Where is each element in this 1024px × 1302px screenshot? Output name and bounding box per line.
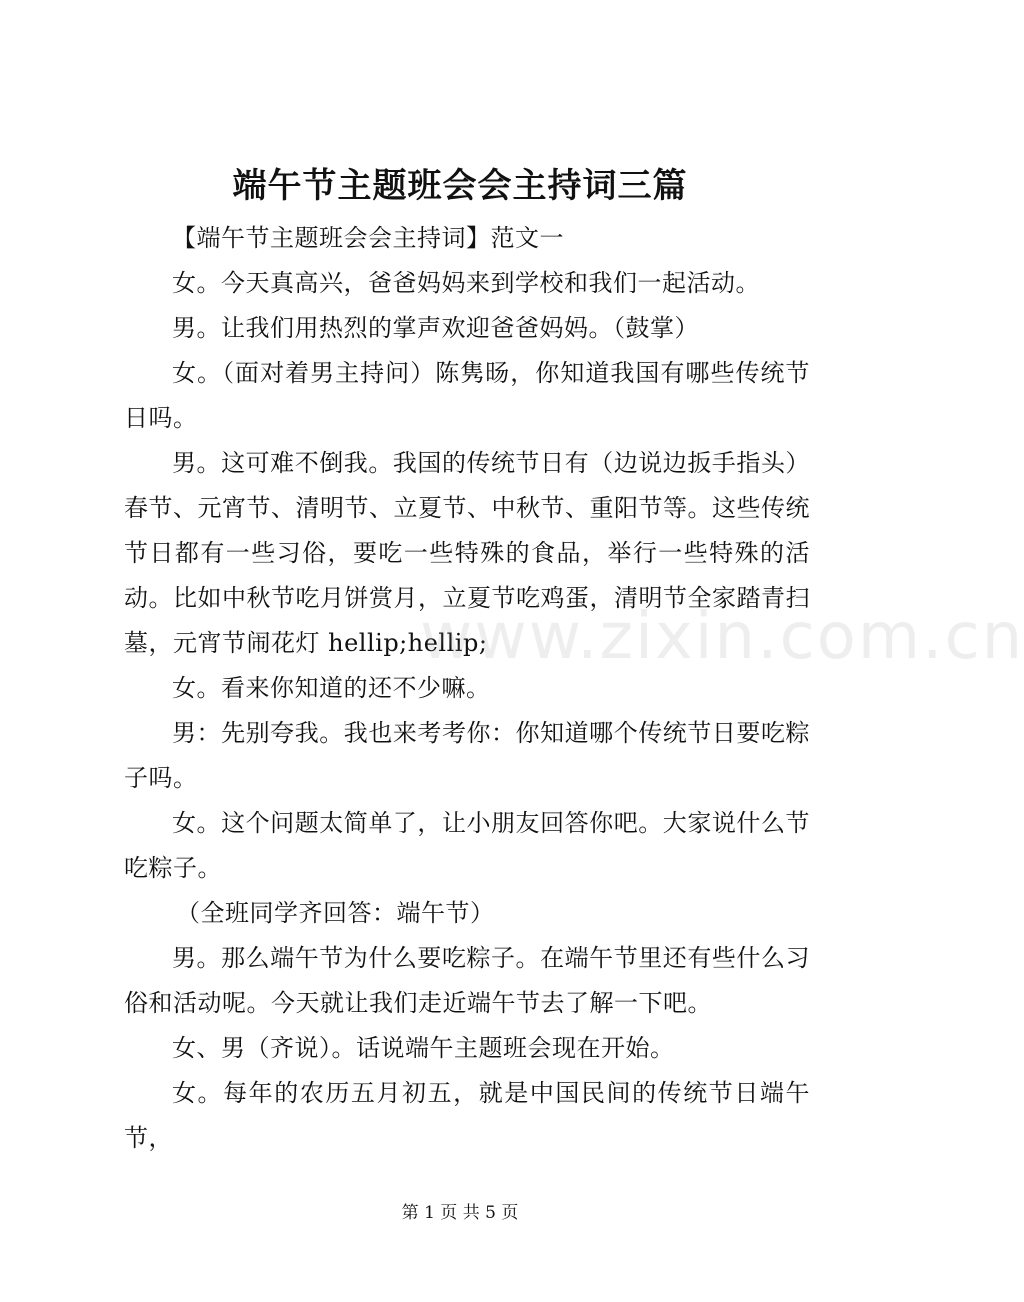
paragraph: 男。让我们用热烈的掌声欢迎爸爸妈妈。（鼓掌）	[172, 314, 699, 342]
paragraph: 女、男（齐说）。话说端午主题班会现在开始。	[172, 1034, 675, 1062]
paragraph: 男。这可难不倒我。我国的传统节日有（边说边扳手指头）春节、元宵节、清明节、立夏节、中秋节、重阳节等。这些传统节日都有一些习俗，要吃一些特殊的食品，举行一些特殊的活动。比如中秋节吃月饼赏月，立夏节吃鸡蛋，清明节全家踏青扫墓，元宵节闹花灯 hellip;hellip;	[124, 449, 810, 657]
paragraph: 男：先别夸我。我也来考考你：你知道哪个传统节日要吃粽子吗。	[124, 719, 810, 792]
watermark: www.zixin.com.cn	[420, 600, 1024, 674]
paragraph: 女。这个问题太简单了，让小朋友回答你吧。大家说什么节吃粽子。	[124, 809, 810, 882]
paragraph: 女。（面对着男主持问）陈隽旸，你知道我国有哪些传统节日吗。	[124, 359, 810, 432]
document-title: 端午节主题班会会主持词三篇	[232, 166, 688, 206]
paragraph: 男。那么端午节为什么要吃粽子。在端午节里还有些什么习俗和活动呢。今天就让我们走近端午节去了解一下吧。	[124, 944, 810, 1017]
paragraph: 女。每年的农历五月初五，就是中国民间的传统节日端午节，	[124, 1079, 810, 1152]
paragraph: 女。看来你知道的还不少嘛。	[172, 674, 491, 702]
paragraph: 女。今天真高兴，爸爸妈妈来到学校和我们一起活动。	[172, 269, 760, 297]
document-body	[124, 216, 810, 1161]
page-footer: 第 1 页 共 5 页	[401, 1203, 519, 1223]
paragraph-class-response: （全班同学齐回答：端午节）	[176, 899, 495, 927]
paragraph-section-heading: 【端午节主题班会会主持词】范文一	[172, 224, 564, 252]
